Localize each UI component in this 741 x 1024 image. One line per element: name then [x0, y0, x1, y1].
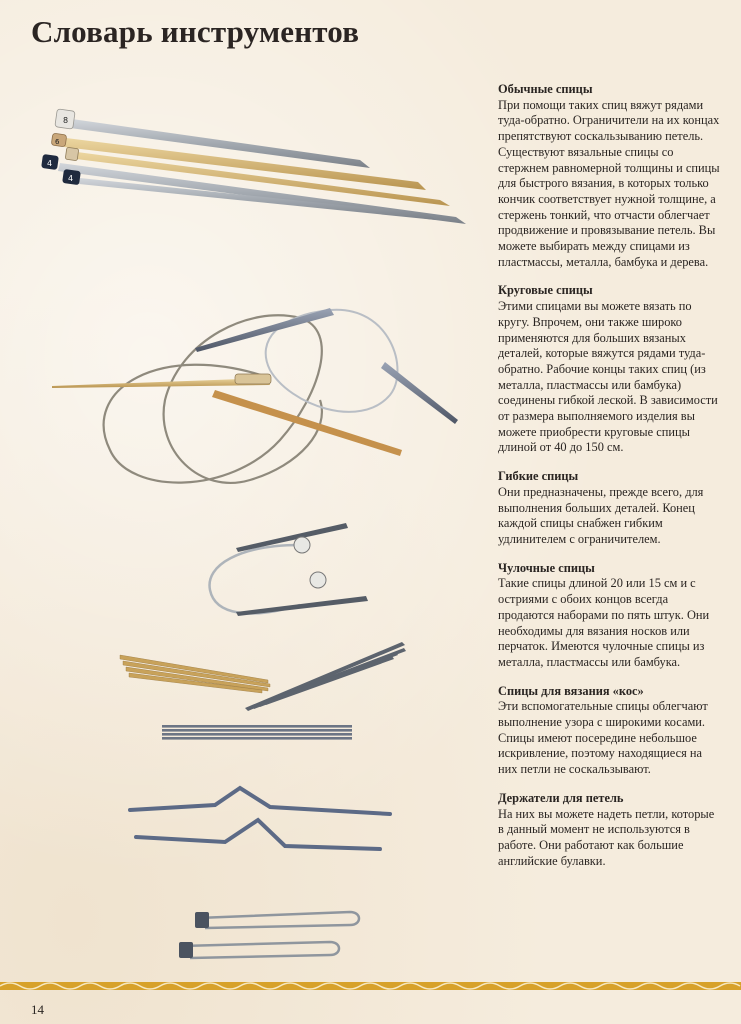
needle-label: 6	[55, 138, 60, 146]
section-straight-needles	[498, 82, 720, 270]
needle-label: 4	[47, 159, 53, 168]
section-stitch-holders	[498, 791, 720, 870]
page-title: Словарь инструментов	[31, 14, 360, 49]
section-body: Этими спицами вы можете вязать по кругу. Впрочем, они также широко применяются для больших вязаных деталей, которые вяжутся рядами туда-обратно. Рабочие концы таких спиц (из металла, пластмассы или бамбука) соединены гибкой леской. В зависимости от размера выполняемого изделия вы можете приобрести круговые спицы длиной от 40 до 150 см.	[498, 299, 718, 455]
section-title: Обычные спицы	[498, 82, 593, 96]
flexible-needles	[210, 523, 368, 616]
stitch-holders	[179, 912, 359, 958]
page-number: 14	[31, 1002, 44, 1017]
section-body: Они предназначены, прежде всего, для выполнения больших деталей. Конец каждой спицы снабжен гибким удлинителем с ограничителем.	[498, 484, 704, 546]
decorative-border	[0, 978, 741, 994]
needle-label: 8	[63, 116, 69, 125]
section-body: При помощи таких спиц вяжут рядами туда-обратно. Ограничители на их концах препятствуют соскальзыванию петель. Существуют вязальные спицы со стержнем равномерной толщины и спицы для быстрого вязания, в которых только кончик соответствует нужной толщине, а стержень тонкий, что отчасти облегчает продвижение и провязывание петель. Вы можете выбирать между спицами из пластмассы, металла, бамбука и дерева.	[498, 97, 720, 269]
section-flexible-needles	[498, 469, 720, 548]
straight-needles	[41, 109, 466, 224]
circular-cable-1	[104, 315, 322, 483]
description-column	[498, 82, 720, 882]
sock-needles	[120, 642, 406, 740]
section-body: На них вы можете надеть петли, которые в данный момент не используются в работе. Они работают как большие английские булавки.	[498, 806, 715, 868]
circular-metal-tip	[195, 308, 334, 352]
section-body: Эти вспомогательные спицы облегчают выполнение узора с широкими косами. Спицы имеют посередине небольшое искривление, поэтому находящиеся на них петли не соскальзывают.	[498, 699, 708, 777]
section-title: Держатели для петель	[498, 790, 624, 805]
section-title: Гибкие спицы	[498, 469, 579, 484]
cable-needles	[130, 788, 390, 849]
flexible-cable	[210, 545, 300, 613]
section-body: Такие спицы длиной 20 или 15 см и с остриями с обоих концов всегда продаются наборами по пять штук. Они необходимы для вязания носков или перчаток. Имеются чулочные спицы из металла, пластмассы или бамбука.	[498, 576, 710, 669]
needle-label: 4	[68, 174, 74, 183]
circular-needles	[52, 308, 458, 483]
section-cable-needles	[498, 684, 720, 778]
section-title: Круговые спицы	[498, 283, 593, 298]
section-title: Спицы для вязания «кос»	[498, 683, 644, 698]
section-sock-needles	[498, 561, 720, 671]
section-circular-needles	[498, 283, 720, 456]
section-title: Чулочные спицы	[498, 560, 595, 575]
